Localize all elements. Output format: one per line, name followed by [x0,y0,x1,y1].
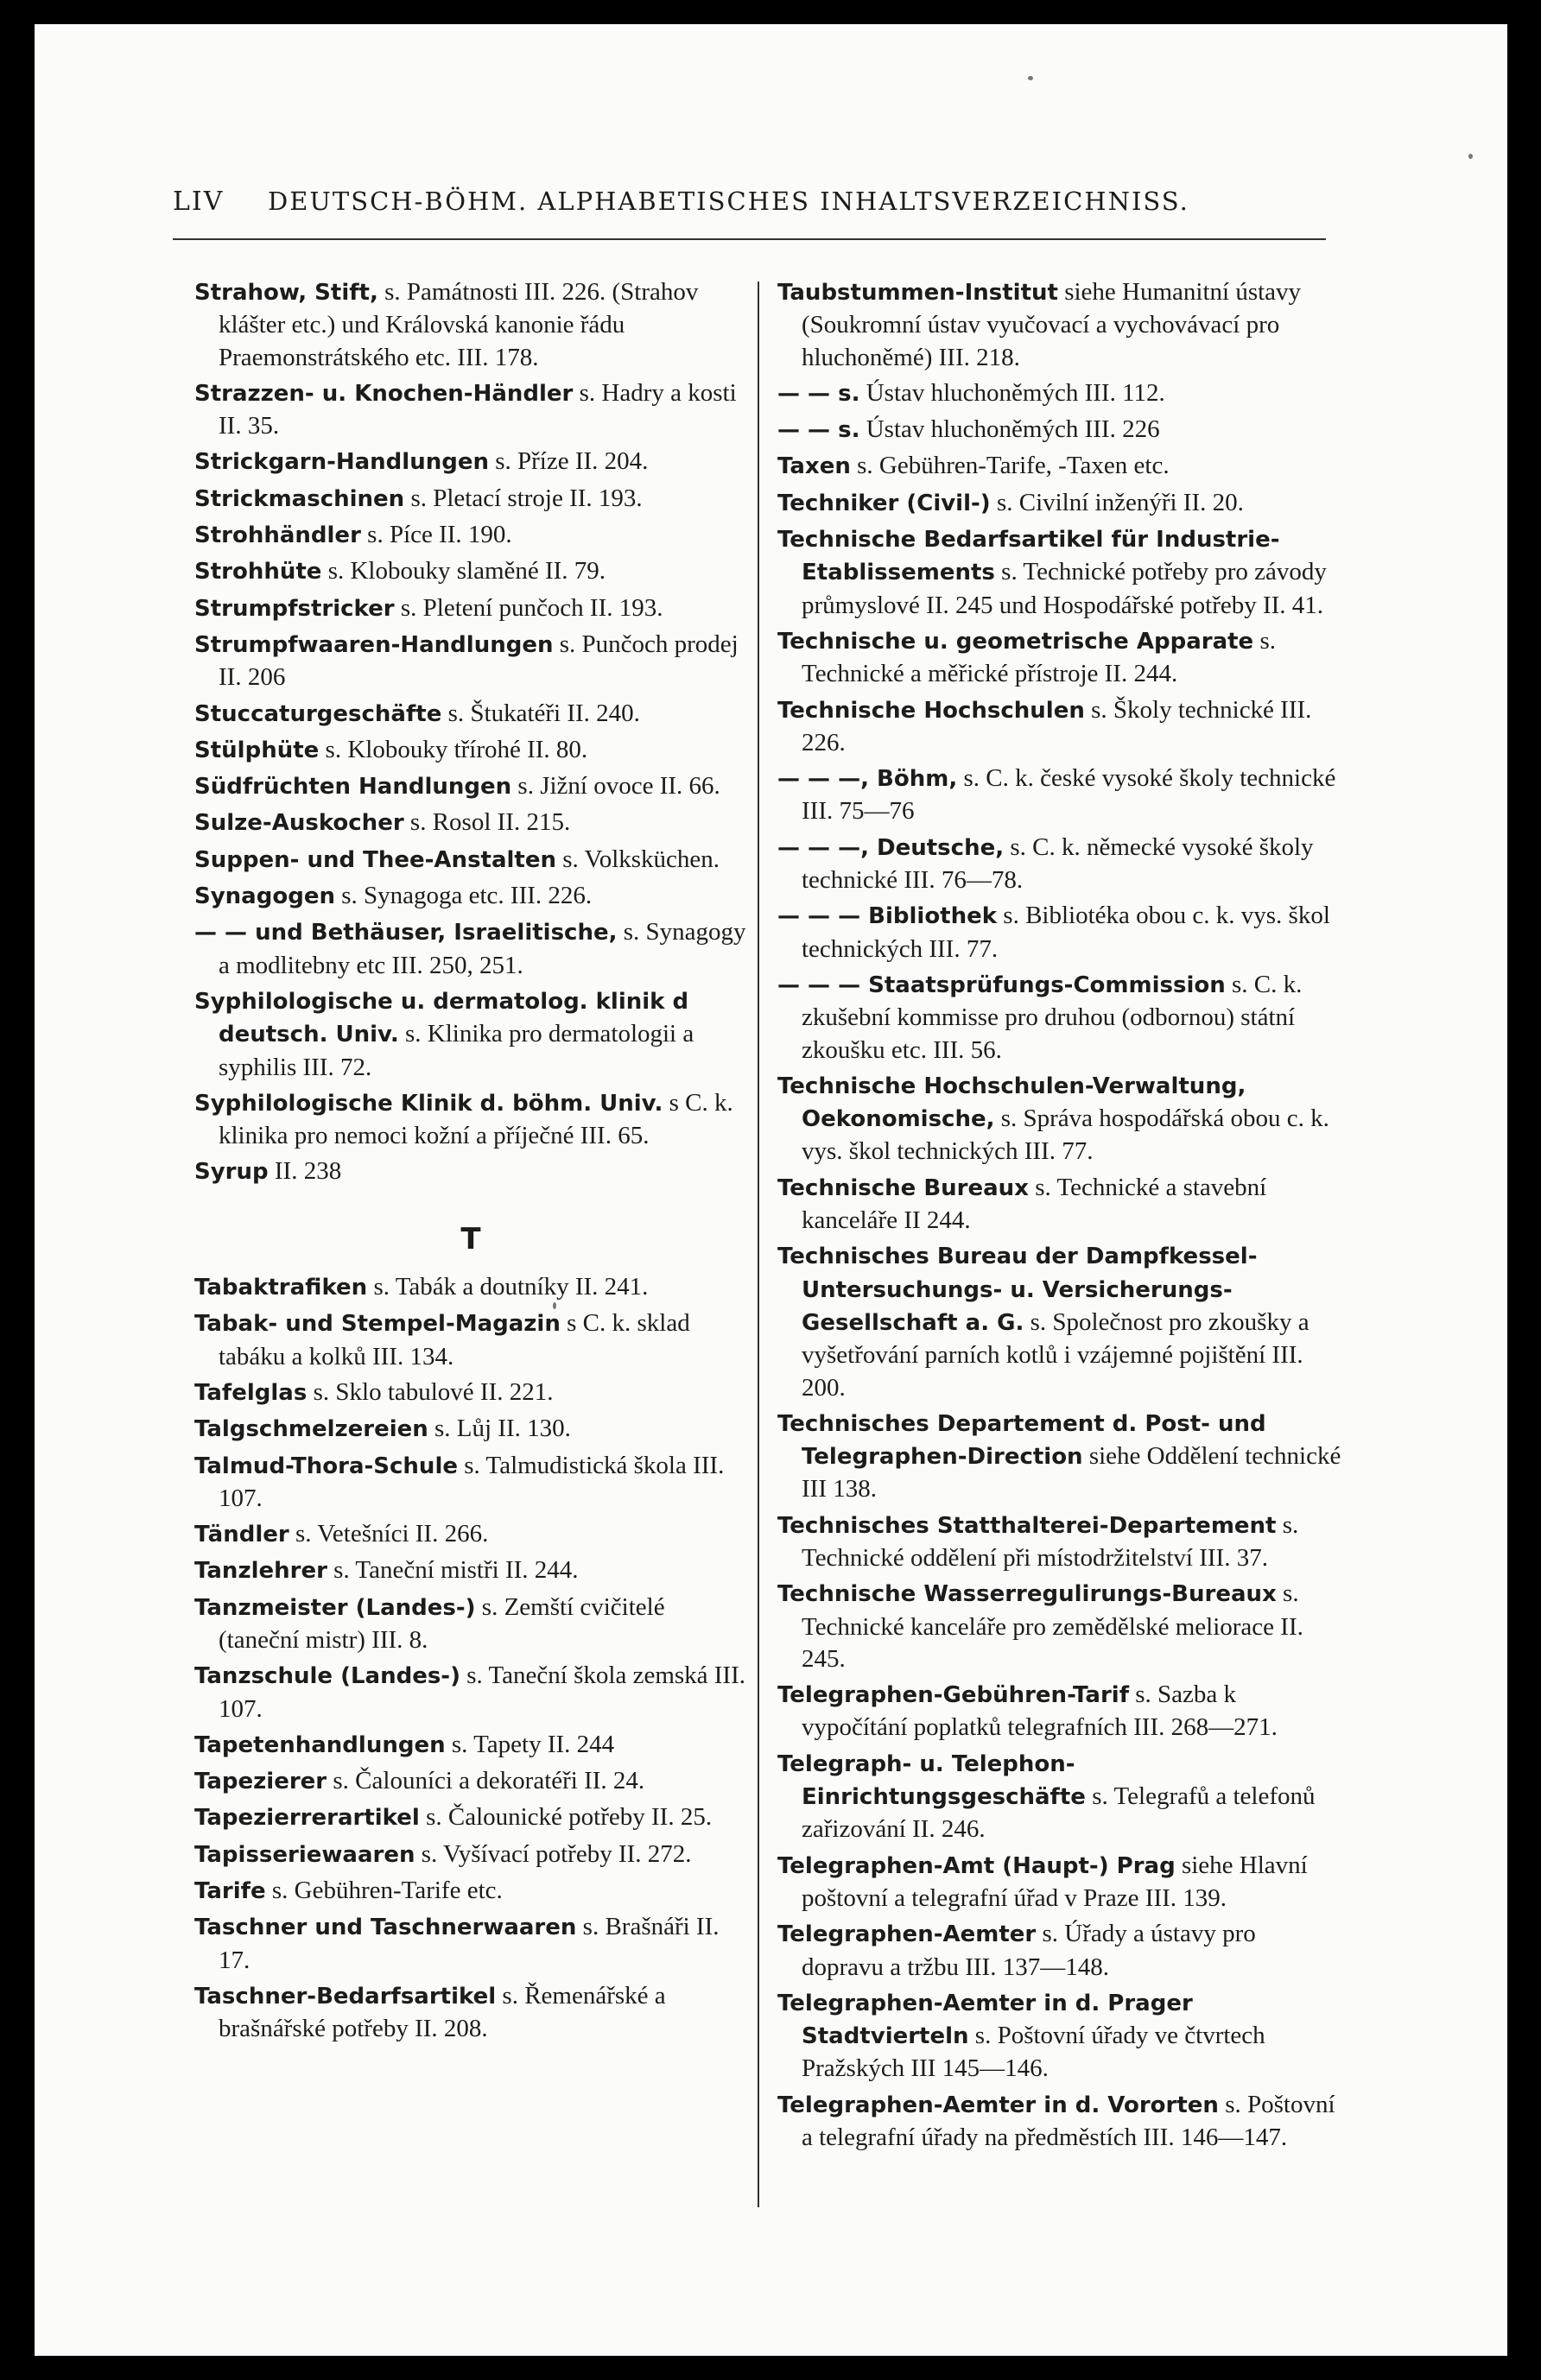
entry-headword: Tabak- und Stempel-Magazin [194,1311,561,1338]
index-entry [194,880,747,913]
entry-reference: s. Úřady a ústavy pro dopravu a tržbu III. 137—148. [802,1920,1256,1981]
index-entry [777,523,1343,622]
entry-headword: Syrup [194,1159,269,1186]
entry-headword: Strohhüte [194,559,322,586]
index-entry [194,916,747,982]
entry-headword: Tanzmeister (Landes-) [194,1594,476,1621]
index-entry [777,377,1343,410]
entry-headword: Syphilologische u. dermatolog. klinik d deutsch. Univ. [194,988,689,1048]
entry-headword: Synagogen [194,883,335,910]
entry-headword: Technisches Statthalterei-Departement [777,1512,1277,1539]
entry-headword: Strickmaschinen [194,485,405,512]
entry-headword: Technische Bureaux [777,1174,1029,1201]
index-entry [777,450,1343,483]
entry-reference: s. Taneční škola zemská III. 107. [219,1662,746,1723]
entry-reference: s C. k. sklad tabáku a kolků III. 134. [219,1309,690,1370]
entry-reference: s. Taneční mistři II. 244. [327,1556,579,1585]
entry-headword: Strohhändler [194,522,361,549]
entry-reference: s. Talmudistická škola III. 107. [219,1451,725,1512]
entry-headword: Taschner und Taschnerwaaren [194,1915,577,1941]
entry-headword: Technische Hochschulen [777,697,1085,724]
entry-reference: s. Poštovní úřady ve čtvrtech Pražských III 145—146. [802,2022,1265,2083]
index-entry [194,1911,747,1977]
entry-reference: s. Technické potřeby pro závody průmyslové II. 245 und Hospodářské potřeby II. 41. [802,558,1327,619]
entry-headword: Tapetenhandlungen [194,1731,446,1758]
entry-headword: Taschner-Bedarfsartikel [194,1983,497,2010]
entry-headword: — — und Bethäuser, Israelitische, [194,920,618,946]
entry-reference: s. Volksküchen. [556,845,720,873]
index-entry [194,985,747,1084]
index-entry [194,1450,747,1516]
entry-reference: s. Brašnáři II. 17. [219,1913,720,1974]
entry-headword: Strickgarn-Handlungen [194,449,489,476]
entry-reference: s. Technické a měřické přístroje II. 244. [802,626,1276,688]
entry-reference: s. Gebühren-Tarife, -Taxen etc. [850,452,1170,480]
section-letter: T [460,1221,481,1256]
entry-reference: s. Bibliotéka obou c. k. vys. škol technických III. 77. [802,902,1330,963]
entry-reference: s. Tabák a doutníky II. 241. [367,1273,649,1301]
index-entry [194,629,747,694]
entry-headword: Techniker (Civil-) [777,490,991,516]
entry-reference: s. Klobouky slaměné II. 79. [321,557,606,586]
entry-reference: s. Pletení punčoch II. 193. [394,593,663,622]
index-entry [194,377,747,443]
entry-reference: s. Sklo tabulové II. 221. [307,1377,554,1406]
entry-reference: s. Příze II. 204. [488,447,649,476]
index-entry [194,1660,747,1725]
entry-reference: s. Štukatéři II. 240. [441,699,640,727]
index-entry [777,1172,1343,1237]
index-entry [777,1578,1343,1675]
index-entry [194,1271,747,1304]
entry-headword: Tanzlehrer [194,1558,327,1585]
index-entry [194,446,747,478]
entry-headword: Tapisseriewaaren [194,1841,415,1868]
entry-reference: s. Památnosti III. 226. (Strahov klášter etc.) und Královská kanonie řádu Praemonstrátského etc. III. 178. [219,278,699,371]
page-number: LIV [173,187,225,217]
entry-headword: Tändler [194,1522,289,1548]
index-entry [194,734,747,767]
entry-reference: s. Čalounické potřeby II. 25. [419,1803,713,1832]
entry-reference: s. Synagogy a modlitebny etc III. 250, 251. [219,918,746,979]
index-entry [194,1875,747,1908]
entry-headword: Telegraph- u. Telephon-Einrichtungsgeschäfte [777,1750,1086,1811]
index-entry [194,1377,747,1409]
entry-headword: Technisches Departement d. Post- und Telegraphen-Direction [777,1410,1266,1471]
entry-headword: — — — Staatsprüfungs-Commission [777,972,1226,998]
entry-headword: Strumpfwaaren-Handlungen [194,631,554,658]
index-entry [194,1765,747,1798]
index-entry [194,1413,747,1446]
entry-headword: Technische Bedarfsartikel für Industrie-Etablissements [777,527,1280,586]
entry-headword: Technische Wasserregulirungs-Bureaux [777,1581,1277,1608]
index-entry [777,1850,1343,1915]
entry-headword: Tabaktrafiken [194,1275,368,1301]
entry-headword: Talmud-Thora-Schule [194,1453,458,1479]
entry-headword: Syphilologische Klinik d. böhm. Univ. [194,1090,663,1117]
index-entry [194,519,747,552]
entry-reference: II. 238 [268,1157,342,1186]
index-entry [194,1307,747,1373]
entry-reference: s. Hadry a kosti II. 35. [219,378,737,440]
entry-reference: s C. k. klinika pro nemoci kožní a příječné III. 65. [219,1088,733,1150]
entry-reference: s. Rosol II. 215. [403,808,571,837]
entry-headword: Tapezierrerartikel [194,1805,420,1832]
entry-reference: s. Technické a stavební kanceláře II 244. [802,1173,1267,1235]
entry-reference: s. Lůj II. 130. [428,1415,571,1443]
paper-speck [553,1302,556,1309]
left-column [194,276,747,2049]
index-entry [194,770,747,803]
entry-headword: Taubstummen-Institut [777,280,1058,306]
entry-reference: s. Klinika pro dermatologii a syphilis III. 72. [219,1020,694,1081]
entry-headword: Talgschmelzereien [194,1416,428,1443]
entry-reference: s. Správa hospodářská obou c. k. vys. škol technických III. 77. [802,1105,1329,1166]
index-entry [777,1070,1343,1168]
index-entry [777,625,1343,691]
index-page [35,24,1507,2356]
index-entry [194,698,747,731]
index-entry [777,1408,1343,1506]
entry-reference: s. Čalouníci a dekoratéři II. 24. [327,1767,645,1795]
entry-headword: Strazzen- u. Knochen-Händler [194,380,574,407]
index-entry [777,1679,1343,1744]
entry-headword: — — — Bibliothek [777,903,998,930]
entry-reference: s. Jižní ovoce II. 66. [511,772,720,801]
entry-headword: Taxen [777,453,851,480]
entry-headword: — — —, Böhm, [777,766,958,793]
index-entry [777,1510,1343,1575]
entry-reference: s. Civilní inženýři II. 20. [990,488,1244,516]
index-entry [194,1839,747,1871]
right-entries [777,276,1343,2154]
index-entry [194,592,747,625]
entry-reference: s. Technické oddělení při místodržitelství III. 37. [802,1510,1299,1572]
entry-reference: s. Zemští cvičitelé (taneční mistr) III. 8. [219,1592,665,1654]
index-entry [777,1987,1343,2086]
entry-reference: s. C. k. německé vysoké školy technické III. 76—78. [802,832,1314,895]
entry-headword: Telegraphen-Gebühren-Tarif [777,1682,1130,1709]
entry-headword: Suppen- und Thee-Anstalten [194,846,556,873]
entry-reference: s. Píce II. 190. [360,521,512,549]
entry-headword: Technische u. geometrische Apparate [777,628,1254,655]
entry-reference: s. Společnost pro zkoušky a vyšetřování parních kotlů i vzájemné pojištění III. 200. [802,1307,1310,1402]
entry-headword: Stülphüte [194,737,320,763]
entry-reference: siehe Humanitní ústavy (Soukromní ústav vyučovací a vychovávací pro hluchoněmé) III. 218. [802,278,1302,371]
entry-headword: Telegraphen-Amt (Haupt-) Prag [777,1852,1176,1879]
entry-headword: — — s. [777,380,860,407]
index-entry [194,1087,747,1153]
index-entry [194,276,747,374]
entry-headword: Telegraphen-Aemter in d. Vororten [777,2092,1219,2118]
entry-reference: s. Punčoch prodej II. 206 [219,630,739,692]
left-entries-top [194,276,747,1189]
entry-reference: Ústav hluchoněmých III. 112. [859,378,1165,407]
entry-headword: Tarife [194,1878,266,1905]
index-entry [194,1729,747,1762]
index-entry [777,1748,1343,1846]
entry-headword: Südfrüchten Handlungen [194,774,512,801]
entry-reference: s. Školy technické III. 226. [802,695,1312,756]
entry-reference: s. Sazba k vypočítání poplatků telegrafních III. 268—271. [802,1681,1278,1742]
paper-speck [1468,154,1473,159]
index-entry [777,276,1343,374]
entry-reference: s. Klobouky třírohé II. 80. [319,735,588,763]
right-column [777,276,1343,2157]
entry-headword: Stuccaturgeschäfte [194,700,442,727]
index-entry [194,1980,747,2046]
index-entry [777,969,1343,1067]
index-entry [194,1801,747,1834]
index-entry [194,555,747,588]
entry-reference: s. C. k. zkušební kommisse pro druhou (odbornou) státní zkoušku etc. III. 56. [802,970,1303,1064]
index-entry [777,763,1343,828]
entry-reference: s. Synagoga etc. III. 226. [334,882,593,910]
entry-reference: s. C. k. české vysoké školy technické III. 75—76 [802,764,1336,826]
entry-reference: s. Tapety II. 244 [445,1730,615,1758]
entry-headword: Sulze-Auskocher [194,810,404,837]
entry-reference: s. Technické kanceláře pro zemědělské meliorace II. 245. [802,1579,1303,1673]
entry-reference: s. Gebühren-Tarife etc. [265,1877,503,1905]
index-entry [777,487,1343,520]
index-entry [194,483,747,516]
entry-headword: Technisches Bureau der Dampfkessel-Untersuchungs- u. Versicherungs-Gesellschaft a. G. [777,1244,1258,1336]
index-entry [194,807,747,839]
entry-headword: — — s. [777,417,860,444]
entry-headword: Tanzschule (Landes-) [194,1663,460,1690]
index-entry [777,2089,1343,2155]
entry-reference: s. Telegrafů a telefonů zařizování II. 246. [802,1782,1316,1844]
entry-reference: s. Řemenářské a brašnářské potřeby II. 208. [219,1981,666,2043]
column-divider [758,282,759,2207]
running-title: DEUTSCH-BÖHM. ALPHABETISCHES INHALTSVERZEICHNISS. [268,187,1189,216]
entry-reference: s. Vyšívací potřeby II. 272. [415,1839,692,1868]
entry-headword: Telegraphen-Aemter in d. Prager Stadtvierteln [777,1990,1193,2050]
index-entry [194,1592,747,1657]
entry-reference: Ústav hluchoněmých III. 226 [859,415,1160,444]
left-entries-bottom [194,1271,747,2046]
index-entry [777,1918,1343,1984]
entry-headword: Tapezierer [194,1769,327,1795]
index-entry [194,1518,747,1551]
page-header [173,161,1326,240]
index-entry [194,1554,747,1587]
index-entry [777,832,1343,897]
entry-reference: s. Pletací stroje II. 193. [404,484,643,512]
index-entry [194,844,747,877]
entry-headword: Tafelglas [194,1379,308,1406]
index-entry [194,1155,747,1188]
entry-headword: Telegraphen-Aemter [777,1921,1037,1948]
index-entry [777,1240,1343,1403]
entry-reference: siehe Oddělení technické III 138. [802,1442,1341,1503]
entry-headword: — — —, Deutsche, [777,834,1005,861]
entry-headword: Strumpfstricker [194,595,395,622]
index-entry [777,694,1343,760]
entry-headword: Technische Hochschulen-Verwaltung, Oekonomische, [777,1073,1246,1133]
entry-reference: s. Vetešníci II. 266. [289,1520,489,1548]
index-entry [777,900,1343,965]
entry-headword: Strahow, Stift, [194,280,378,306]
entry-reference: s. Poštovní a telegrafní úřady na předměstích III. 146—147. [802,2090,1335,2152]
index-entry [777,414,1343,446]
entry-reference: siehe Hlavní poštovní a telegrafní úřad v Praze III. 139. [802,1851,1308,1912]
paper-speck [1028,76,1033,80]
